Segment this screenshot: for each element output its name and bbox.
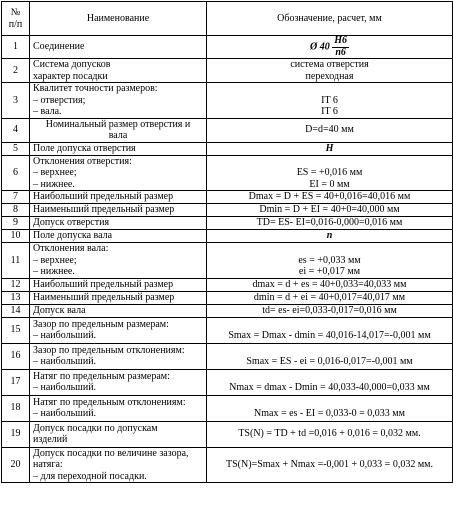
- header-num: № п/п: [2, 2, 30, 36]
- calculation-table: [1, 1, 453, 483]
- table-row: [2, 191, 453, 204]
- row-value: TS(N)=Smax + Nmax =-0,001 + 0,033 = 0,032 мм.: [207, 447, 453, 483]
- row-value: Dmin = D + EI = 40+0=40,000 мм: [207, 204, 453, 217]
- header-value: Обозначение, расчет, мм: [207, 2, 453, 36]
- row-name: Поле допуска вала: [30, 230, 207, 243]
- row-name: Натяг по предельным размерам: – наибольший.: [30, 369, 207, 395]
- row-number: 12: [2, 278, 30, 291]
- row-number: 2: [2, 59, 30, 83]
- row-number: 8: [2, 204, 30, 217]
- row-number: 11: [2, 243, 30, 279]
- row-value: TD= ES- EI=0,016-0,000=0,016 мм: [207, 217, 453, 230]
- table-row: [2, 369, 453, 395]
- header-name: Наименование: [30, 2, 207, 36]
- row-number: 16: [2, 343, 30, 369]
- table-row: [2, 421, 453, 447]
- table-row: [2, 230, 453, 243]
- row-name: Отклонения вала: – верхнее; – нижнее.: [30, 243, 207, 279]
- row-number: 17: [2, 369, 30, 395]
- row-value: система отверстия переходная: [207, 59, 453, 83]
- table-row: [2, 343, 453, 369]
- row-name: Наибольший предельный размер: [30, 191, 207, 204]
- row-name: Зазор по предельным размерам: – наибольший.: [30, 317, 207, 343]
- row-number: 7: [2, 191, 30, 204]
- table-row: [2, 118, 453, 142]
- row-number: 10: [2, 230, 30, 243]
- row-value: Nmax = es - EI = 0,033-0 = 0,033 мм: [207, 395, 453, 421]
- row-number: 14: [2, 304, 30, 317]
- row-name: Допуск вала: [30, 304, 207, 317]
- row-name: Поле допуска отверстия: [30, 142, 207, 155]
- row-value: IT 6 IT 6: [207, 83, 453, 119]
- row-name: Система допусков характер посадки: [30, 59, 207, 83]
- row-name: Допуск посадки по величине зазора, натяга: – для переходной посадки.: [30, 447, 207, 483]
- row-value: D=d=40 мм: [207, 118, 453, 142]
- table-row: [2, 304, 453, 317]
- fit-denominator: n6: [335, 46, 346, 58]
- table-row: [2, 217, 453, 230]
- row-number: 3: [2, 83, 30, 119]
- row-value: [207, 142, 453, 155]
- row-value: Smax = Dmax - dmin = 40,016-14,017=-0,001 мм: [207, 317, 453, 343]
- row-value: Smax = ES - ei = 0,016-0,017=-0,001 мм: [207, 343, 453, 369]
- row-name: Наибольший предельный размер: [30, 278, 207, 291]
- row-value: dmin = d + ei = 40+0,017=40,017 мм: [207, 291, 453, 304]
- table-row: [2, 83, 453, 119]
- table-header-row: [2, 2, 453, 36]
- fit-numerator: H6: [334, 35, 347, 46]
- table-row: [2, 204, 453, 217]
- row-number: 15: [2, 317, 30, 343]
- row-name: Наименьший предельный размер: [30, 291, 207, 304]
- row-name: Соединение: [30, 36, 207, 59]
- tolerance-field-letter: H: [325, 142, 334, 154]
- row-number: 13: [2, 291, 30, 304]
- row-name: Допуск посадки по допускам изделий: [30, 421, 207, 447]
- table-row: [2, 243, 453, 279]
- table-row: [2, 278, 453, 291]
- row-value: [207, 36, 453, 59]
- row-name: Натяг по предельным отклонениям: – наибольший.: [30, 395, 207, 421]
- row-value: [207, 230, 453, 243]
- row-name: Зазор по предельным отклонениям: – наибольший.: [30, 343, 207, 369]
- row-number: 9: [2, 217, 30, 230]
- table-row: [2, 395, 453, 421]
- fit-prefix: Ø 40: [309, 41, 333, 53]
- row-name: Отклонения отверстия: – верхнее; – нижнее.: [30, 155, 207, 191]
- row-number: 18: [2, 395, 30, 421]
- row-name: Номинальный размер отверстия и вала: [30, 118, 207, 142]
- row-name: Квалитет точности размеров: – отверстия; – вала.: [30, 83, 207, 119]
- row-value: dmax = d + es = 40+0,033=40,033 мм: [207, 278, 453, 291]
- table-row: [2, 155, 453, 191]
- row-value: TS(N) = TD + td =0,016 + 0,016 = 0,032 мм.: [207, 421, 453, 447]
- table-row: [2, 142, 453, 155]
- table-row: [2, 291, 453, 304]
- fit-fraction: [332, 36, 349, 58]
- row-number: 20: [2, 447, 30, 483]
- table-row: [2, 447, 453, 483]
- row-value: es = +0,033 мм ei = +0,017 мм: [207, 243, 453, 279]
- row-name: Допуск отверстия: [30, 217, 207, 230]
- table-row: [2, 59, 453, 83]
- row-number: 1: [2, 36, 30, 59]
- row-number: 19: [2, 421, 30, 447]
- row-number: 4: [2, 118, 30, 142]
- row-value: ES = +0,016 мм EI = 0 мм: [207, 155, 453, 191]
- table-row: [2, 317, 453, 343]
- row-value: td= es- ei=0,033-0,017=0,016 мм: [207, 304, 453, 317]
- tolerance-field-letter: n: [326, 230, 333, 242]
- row-number: 6: [2, 155, 30, 191]
- row-name: Наименьший предельный размер: [30, 204, 207, 217]
- row-value: Dmax = D + ES = 40+0,016=40,016 мм: [207, 191, 453, 204]
- table-row: [2, 36, 453, 59]
- row-value: Nmax = dmax - Dmin = 40,033-40,000=0,033 мм: [207, 369, 453, 395]
- row-number: 5: [2, 142, 30, 155]
